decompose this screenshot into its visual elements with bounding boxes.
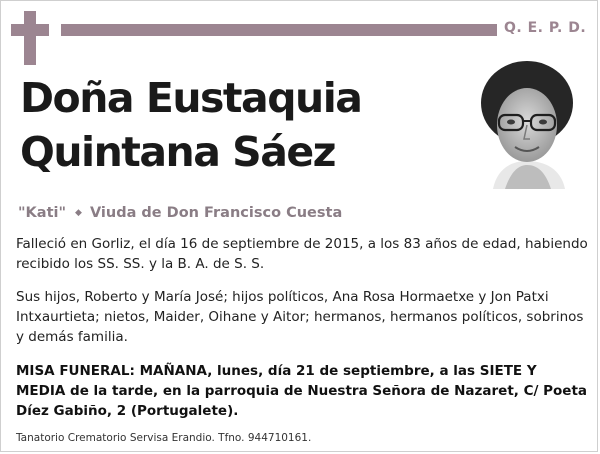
family-paragraph: Sus hijos, Roberto y María José; hijos políticos, Ana Rosa Hormaetxe y Jon Patxi Intxaurtieta; nietos, Maider, Oihane y Aitor; hermanos, hermanos políticos, sobrinos y demás familia. — [16, 289, 584, 345]
death-notice-paragraph: Falleció en Gorliz, el día 16 de septiembre de 2015, a los 83 años de edad, habiendo recibido los SS. SS. y la B. A. de S. S. — [16, 236, 588, 272]
diamond-separator-icon: ◆ — [75, 208, 82, 218]
header-rule — [61, 24, 497, 36]
name-line-2: Quintana Sáez — [20, 128, 336, 176]
cross-icon — [11, 11, 51, 65]
portrait-photo — [475, 59, 581, 189]
widow-note: Viuda de Don Francisco Cuesta — [89, 205, 343, 221]
funeral-home-footer: Tanatorio Crematorio Servisa Erandio. Tfno. 944710161. — [16, 432, 312, 444]
subtitle-line — [18, 205, 578, 221]
funeral-announcement: MISA FUNERAL: MAÑANA, lunes, día 21 de septiembre, a las SIETE Y MEDIA de la tarde, en la parroquia de Nuestra Señora de Nazaret, C/ Poeta Díez Gabiño, 2 (Portugalete). — [16, 363, 588, 419]
qepd-label: Q. E. P. D. — [504, 20, 587, 36]
nickname: "Kati" — [18, 205, 67, 221]
deceased-name — [20, 71, 460, 179]
name-line-1: Doña Eustaquia — [20, 74, 362, 122]
